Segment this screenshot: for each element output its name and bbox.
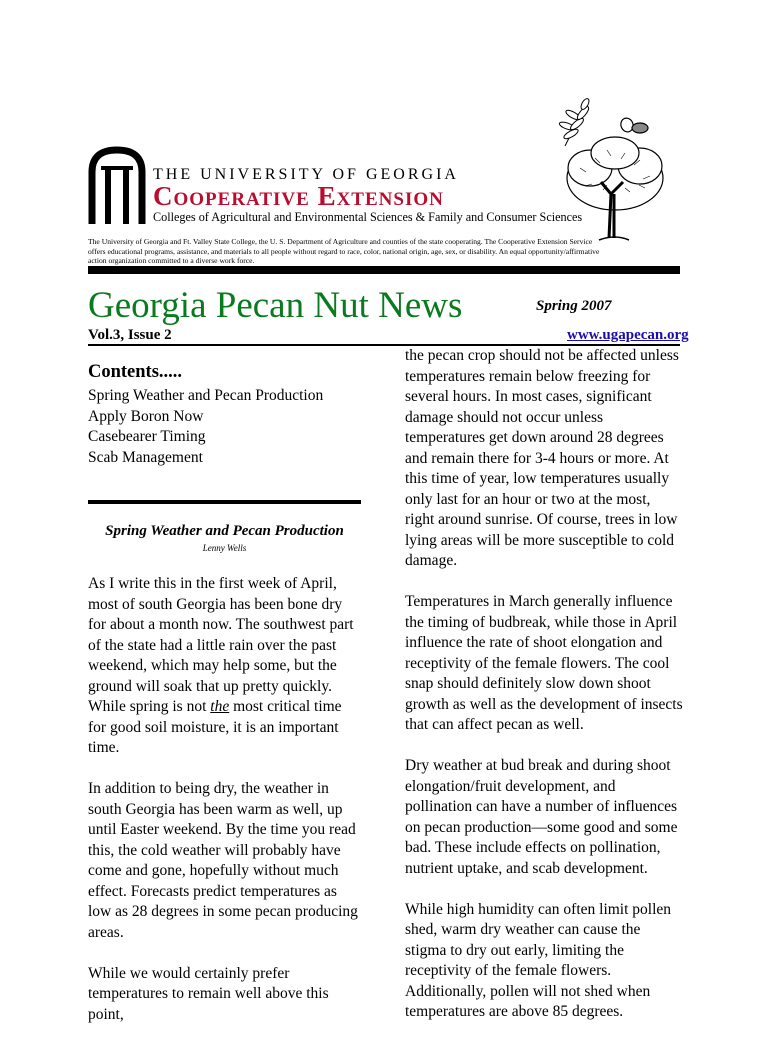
contents-item: Scab Management [88, 448, 203, 466]
colleges-line: Colleges of Agricultural and Environmental Sciences & Family and Consumer Sciences [153, 210, 583, 224]
article-paragraph: While we would certainly prefer temperatures to remain well above this point, [88, 964, 329, 1023]
article-author: Lenny Wells [202, 543, 247, 553]
article-column-right [405, 346, 683, 1043]
pecan-tree-icon [515, 98, 690, 250]
contents-list [88, 386, 323, 468]
header-divider [88, 266, 680, 274]
issue-season: Spring 2007 [536, 298, 612, 314]
article-paragraph: As I write this in the first week of April, most of south Georgia has been bone dry for about a month now. The southwest part of the state had a little rain over the past weekend, which may help some, but the ground will soak that up pretty quickly. While spring is not the most critical time for good soil moisture, it is an important time. [88, 575, 354, 756]
contents-heading: Contents..... [88, 362, 183, 382]
article-paragraph: In addition to being dry, the weather in south Georgia has been warm as well, up until Easter weekend. By the time you read this, the cold weather will probably have come and gone, hopefully without much effect. Forecasts predict temperatures as low as 28 degrees in some pecan producing areas. [88, 780, 358, 941]
contents-item: Casebearer Timing [88, 428, 206, 445]
university-name: THE UNIVERSITY OF GEORGIA [153, 166, 459, 183]
website-link[interactable]: www.ugapecan.org [567, 327, 689, 343]
volume-issue: Vol.3, Issue 2 [88, 327, 172, 343]
disclaimer-text: The University of Georgia and Ft. Valley State College, the U. S. Department of Agriculture and counties of the state cooperating. The Cooperative Extension Service offers educational programs, assistance, and materials to all people without regard to race, color, national origin, age, sex, or disability. An equal opportunity/affirmative action organization committed to a diverse work force. [88, 237, 600, 266]
article-paragraph: While high humidity can often limit pollen shed, warm dry weather can cause the stigma to dry out early, limiting the receptivity of the female flowers. Additionally, pollen will not shed when temperatures are above 85 degrees. [405, 900, 672, 1020]
contents-item: Apply Boron Now [88, 407, 204, 425]
article-paragraph: the pecan crop should not be affected unless temperatures remain below freezing for several hours. In most cases, significant damage should not occur unless temperatures get down around 28 degrees and remain there for 3-4 hours or more. At this time of year, low temperatures usually only last for an hour or two at the most, right around sunrise. Of course, trees in low lying areas will be more susceptible to cold damage. [405, 347, 679, 569]
article-paragraph: Temperatures in March generally influence the timing of budbreak, while those in April influence the rate of shoot elongation and receptivity of the female flowers. The cool snap should definitely slow down shoot growth as well as the development of insects that can affect pecan as well. [405, 593, 683, 733]
uga-arch-logo-icon [88, 146, 146, 226]
newsletter-title: Georgia Pecan Nut News [88, 285, 463, 326]
article-title: Spring Weather and Pecan Production [105, 523, 344, 539]
article-column-left [88, 574, 363, 1046]
contents-divider [88, 500, 361, 504]
contents-item: Spring Weather and Pecan Production [88, 387, 324, 404]
cooperative-extension-wordmark: Cooperative Extension [153, 181, 444, 211]
article-paragraph: Dry weather at bud break and during shoot elongation/fruit development, and pollination can have a number of influences on pecan production—some good and some bad. These include effects on pollination, nutrient uptake, and scab development. [405, 757, 678, 877]
